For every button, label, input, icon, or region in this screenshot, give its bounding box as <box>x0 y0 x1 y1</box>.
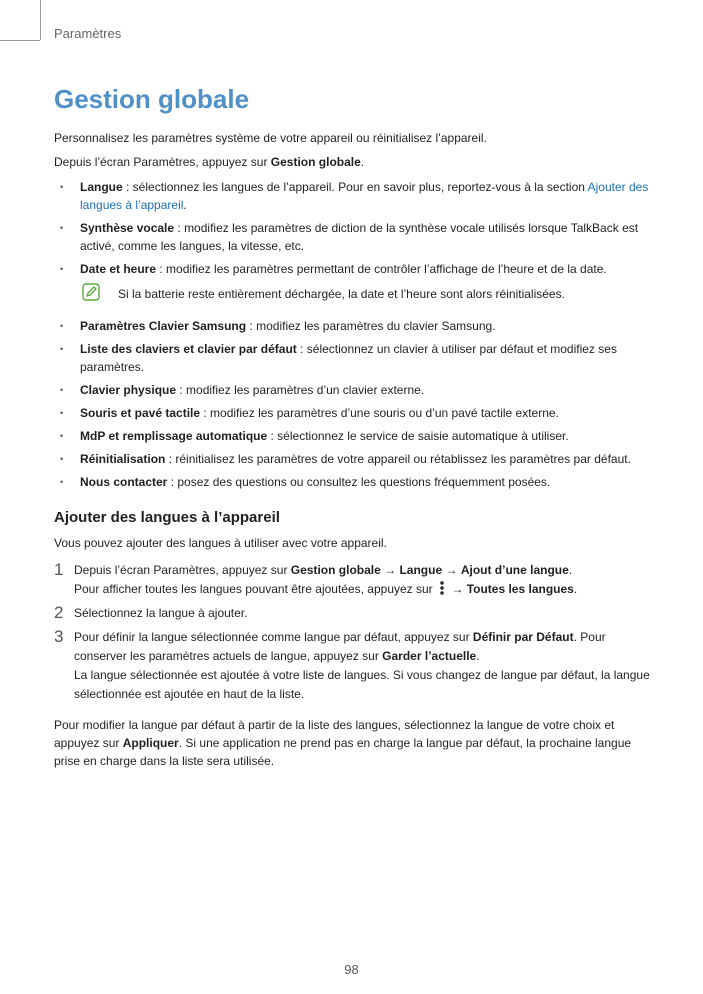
section-heading: Ajouter des langues à l’appareil <box>54 509 280 526</box>
item-title: Liste des claviers et clavier par défaut <box>80 342 297 356</box>
list-item-souris <box>54 404 654 422</box>
closing-paragraph <box>54 716 654 770</box>
page-title: Gestion globale <box>54 84 250 114</box>
step-end: . <box>476 649 480 663</box>
vertical-dots-icon <box>438 581 446 595</box>
item-title: Synthèse vocale <box>80 221 175 235</box>
settings-list <box>54 178 654 278</box>
access-suffix: . <box>360 155 365 169</box>
option-name: Appliquer <box>122 736 179 750</box>
step-text: Pour définir la langue sélectionnée comme langue par défaut, appuyez sur <box>74 630 473 644</box>
step-2 <box>54 604 654 623</box>
battery-note <box>54 285 654 307</box>
step-text: Pour afficher toutes les langues pouvant être ajoutées, appuyez sur <box>74 582 437 596</box>
step-1 <box>54 561 654 599</box>
menu-path-item: Toutes les langues <box>466 582 574 596</box>
item-title: Langue <box>80 180 123 194</box>
pencil-note-icon <box>82 283 100 301</box>
item-description: : sélectionnez le service de saisie automatique à utiliser. <box>267 429 569 443</box>
list-item-liste-claviers <box>54 340 654 376</box>
intro-paragraph: Personnalisez les paramètres système de votre appareil ou réinitialisez l’appareil. <box>54 131 487 145</box>
option-name: Définir par Défaut <box>472 630 574 644</box>
item-description: : sélectionnez les langues de l’appareil. Pour en savoir plus, reportez-vous à la section <box>122 180 588 194</box>
list-item-reinitialisation <box>54 450 654 468</box>
step-number: 2 <box>54 603 64 622</box>
step-text: La langue sélectionnée est ajoutée à votre liste de langues. Si vous changez de langue par défaut, la langue sélectionnée est ajoutée en haut de la liste. <box>74 668 650 701</box>
arrow: → <box>442 563 461 577</box>
item-title: Réinitialisation <box>80 452 166 466</box>
settings-list-continued <box>54 317 654 491</box>
note-text: Si la batterie reste entièrement déchargée, la date et l’heure sont alors réinitialisées. <box>118 287 565 301</box>
outro-text: Pour modifier la langue par défaut à partir de la liste des langues, sélectionnez la langue de votre choix et appuyez sur <box>54 718 615 750</box>
steps-list <box>54 561 654 704</box>
step-end: . <box>573 582 578 596</box>
item-title: Souris et pavé tactile <box>80 406 201 420</box>
step-text: Depuis l’écran Paramètres, appuyez sur <box>74 563 291 577</box>
item-description: : sélectionnez un clavier à utiliser par défaut et modifiez ses paramètres. <box>80 342 617 374</box>
page-corner-rule-horizontal <box>0 40 40 41</box>
list-item-clavier-samsung <box>54 317 654 335</box>
item-end: . <box>183 198 187 212</box>
item-description: : posez des questions ou consultez les questions fréquemment posées. <box>167 475 551 489</box>
item-description: : modifiez les paramètres du clavier Samsung. <box>246 319 496 333</box>
list-item-langue <box>54 178 654 214</box>
list-item-nous-contacter <box>54 473 654 491</box>
step-text: . Pour conserver les paramètres actuels de langue, appuyez sur <box>74 630 606 663</box>
option-name: Garder l’actuelle <box>382 649 477 663</box>
access-instruction <box>54 154 654 171</box>
list-item-date-heure <box>54 260 654 278</box>
menu-path-item: Ajout d’une langue <box>460 563 569 577</box>
item-description: : modifiez les paramètres d’un clavier externe. <box>176 383 425 397</box>
menu-path-item: Langue <box>399 563 443 577</box>
item-title: MdP et remplissage automatique <box>80 429 268 443</box>
item-title: Paramètres Clavier Samsung <box>80 319 247 333</box>
running-header: Paramètres <box>54 26 122 41</box>
page-content <box>54 82 654 777</box>
item-description: : modifiez les paramètres de diction de la synthèse vocale utilisés lorsque TalkBack est activé, comme les langues, la vitesse, etc. <box>80 221 639 253</box>
menu-path-item: Gestion globale <box>290 563 381 577</box>
arrow: → <box>380 563 400 577</box>
list-item-clavier-physique <box>54 381 654 399</box>
step-number: 1 <box>54 560 64 579</box>
step-3 <box>54 628 654 704</box>
step-number: 3 <box>54 627 64 646</box>
section-link[interactable]: Ajouter des langues à l’appareil <box>80 180 649 212</box>
list-item-synthese-vocale <box>54 219 654 255</box>
item-description: : modifiez les paramètres permettant de contrôler l’affichage de l’heure et de la date. <box>156 262 607 276</box>
item-description: : réinitialisez les paramètres de votre appareil ou rétablissez les paramètres par défaut. <box>165 452 631 466</box>
arrow: → <box>448 582 467 596</box>
access-prefix: Depuis l’écran Paramètres, appuyez sur <box>54 155 271 169</box>
page-number: 98 <box>344 962 359 977</box>
section-intro: Vous pouvez ajouter des langues à utiliser avec votre appareil. <box>54 536 387 550</box>
step-end: . <box>568 563 573 577</box>
item-title: Date et heure <box>80 262 157 276</box>
step-text: Sélectionnez la langue à ajouter. <box>74 606 248 620</box>
page-corner-rule-vertical <box>40 0 41 40</box>
item-title: Clavier physique <box>80 383 177 397</box>
item-title: Nous contacter <box>80 475 168 489</box>
item-description: : modifiez les paramètres d’une souris ou d’un pavé tactile externe. <box>200 406 559 420</box>
outro-text: . Si une application ne prend pas en charge la langue par défaut, la prochaine langue prise en charge dans la liste sera utilisée. <box>54 736 632 768</box>
list-item-mdp <box>54 427 654 445</box>
access-menu-name: Gestion globale <box>270 155 361 169</box>
